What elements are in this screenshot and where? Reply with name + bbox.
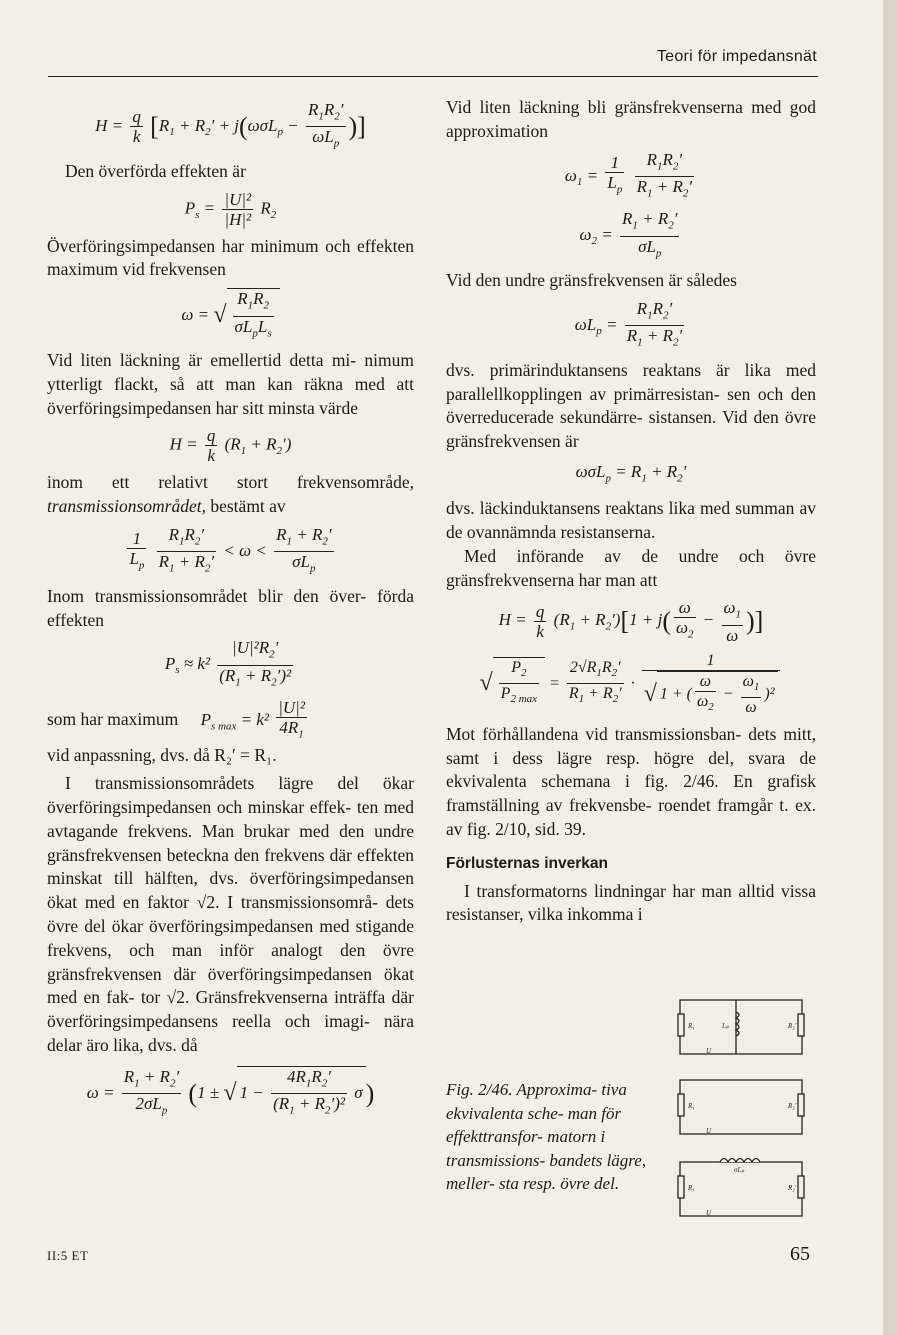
left-p2: Överföringsimpedansen har minimum och effekten maximum vid frekvensen [47, 235, 414, 280]
header-rule [48, 76, 818, 77]
left-column [47, 96, 414, 1127]
svg-text:R₁: R₁ [688, 1184, 695, 1192]
page-edge [883, 0, 897, 1335]
right-p6: Mot förhållandena vid transmissionsban- dets mitt, samt i dess lägre resp. högre del, svara de ekvivalenta schemana i fig. 2/46. En grafisk framställning av frekvensbe- roendet framgår t. ex. av fig. 2/10, sid. 39. [446, 723, 816, 840]
equation-omegasigmaLp: $\omega\sigma L_p = R_1 + R_2'$ [575, 461, 687, 485]
section-heading: Förlusternas inverkan [446, 854, 608, 872]
right-p1: Vid liten läckning bli gränsfrekvenserna med god approximation [446, 97, 816, 141]
footer-signature: II:5 ET [47, 1248, 89, 1263]
svg-text:σLₚ: σLₚ [734, 1166, 745, 1174]
equation-omega1: $\omega_1$ = $\frac{1}{L_p}$ $\frac{R_1R_2'}{R_1 + R_2'}$ [564, 149, 693, 200]
svg-text:R₁: R₁ [688, 1102, 695, 1110]
left-p5: Inom transmissionsområdet blir den över- förda effekten [47, 585, 414, 630]
equation-Ps: $P_s$ = $\frac{\text{|U|²}}{\text{|H|²}}$ $R_2$ [184, 189, 277, 229]
svg-text:R₁: R₁ [688, 1022, 695, 1030]
equation-H-band: H = $\frac{q}{k}$ $(R_1 + R_2')[1 + j$( $\frac{\omega}{\omega_2}$ − $\frac{\omega_1}{\omega}$ )] [498, 598, 764, 645]
right-p5: Med införande av de undre och övre gränsfrekvenserna har man att [446, 545, 816, 590]
left-p4-a: inom ett relativt stort frekvensområde, [47, 472, 414, 493]
left-p4-b: bestämt av [210, 496, 286, 517]
svg-text:R₂′: R₂′ [788, 1102, 797, 1110]
right-column [446, 96, 816, 927]
svg-text:U: U [706, 1127, 712, 1135]
left-p8: I transmissionsområdets lägre del ökar överföringsimpedansen och minskar effek- ten med avtagande frekvens. Man brukar med den undre gränsfrekvensen beteckna den frekvens där effekten minskat till hälften, dvs. överföringsimpedansen ökat med en faktor √2. I transmissionsområ- dets övre del ökar överföringsimpedansen med stigande frekvens, och man inför analogt den övre gränsfrekvensen där överföringsimpedansen ökat med en fak- tor √2. Gränsfrekvenserna inträffa där överföringsimpedansens reella och imagi- nära delar äro lika, dvs. då [47, 773, 414, 1056]
running-head: Teori för impedansnät [656, 48, 817, 65]
left-p7: vid anpassning, dvs. då R₂′ = R₁. [47, 745, 277, 766]
equation-H-full: H = $\frac{q}{k}$ [$R_1 + R_2' + j(\omega\sigma L_p$ − $\frac{R_1R_2'}{\omega L_p}$ )] [95, 100, 366, 150]
equation-omega: ω = √ $\frac{R_1R_2}{\sigma L_pL_s}$ [47, 288, 414, 343]
svg-text:U: U [706, 1209, 712, 1217]
right-p3: dvs. primärinduktansens reaktans är lika med parallellkopplingen av primärresistan- sen och den överreducerade sekundärre- sistansen. Vid den övre gränsfrekvensen är [446, 359, 816, 452]
equation-omega2: $\omega_2$ = $\frac{R_1 + R_2'}{\sigma L_p}$ [579, 209, 678, 260]
svg-text:R₂′: R₂′ [788, 1184, 797, 1192]
equation-Psmax: $P_{s max} = k^2$ $\frac{\text{|U|²}}{4R_1}$ [200, 698, 305, 741]
left-p6: som har maximum [47, 709, 179, 730]
figure-caption: Fig. 2/46. Approxima- tiva ekvivalenta sche- man för effekttransfor- matorn i transmissions- bandets lägre, meller- sta resp. övre del. [446, 1080, 647, 1193]
equation-power-ratio: √ $\frac{P_2}{P_{2 max}}$ = $\frac{2√R_1R_2'}{R_1 + R_2'}$ · 1 √ 1 + ( $\frac{\omega}{\omega_2}$ − $\frac{\omega_1}{\omega}$ )² [446, 651, 816, 717]
right-p2: Vid den undre gränsfrekvensen är således [446, 270, 737, 291]
page-number: 65 [790, 1243, 810, 1265]
equation-Ps-approx: $P_s \approx k^2$ $\frac{|U|^2R_2'}{(R_1 + R_2')^2}$ [164, 638, 292, 689]
svg-text:Lₚ: Lₚ [722, 1022, 729, 1030]
svg-text:U: U [706, 1047, 712, 1055]
equation-omegaLp: $\omega L_p$ = $\frac{R_1R_2'}{R_1 + R_2'}$ [574, 298, 683, 349]
equation-band: $\frac{1}{L_p}$ $\frac{R_1R_2'}{R_1 + R_2'}$ < ω < $\frac{R_1 + R_2'}{\sigma L_p}$ [129, 524, 332, 575]
schematic-lower-band [676, 996, 806, 1058]
right-p4: dvs. läckinduktansens reaktans lika med summan av de ovannämnda resistanserna. [446, 498, 816, 542]
left-p4-term: transmissionsområdet, [47, 496, 206, 517]
left-p6-row [47, 698, 414, 744]
left-p1: Den överförda effekten är [65, 160, 246, 181]
left-p3: Vid liten läckning är emellertid detta mi- nimum ytterligt flackt, så att man kan räkna med att överföringsimpedansen har sitt minsta värde [47, 349, 414, 418]
equation-omega-limits: ω = $\frac{R_1 + R_2'}{2\sigma L_p}$ (1 ± √ 1 − $\frac{4R_1R_2'}{(R_1 + R_2')^2}$ σ ) [47, 1066, 414, 1121]
svg-text:R₂′: R₂′ [788, 1022, 797, 1030]
left-p4 [47, 471, 414, 519]
schematic-middle-band [676, 1076, 806, 1138]
equation-H-min: H = $\frac{q}{k}$ $(R_1 + R_2')$ [169, 426, 292, 466]
schematic-upper-band [676, 1152, 806, 1222]
right-p7: I transformatorns lindningar har man alltid vissa resistanser, vilka inkomma i [446, 880, 816, 925]
